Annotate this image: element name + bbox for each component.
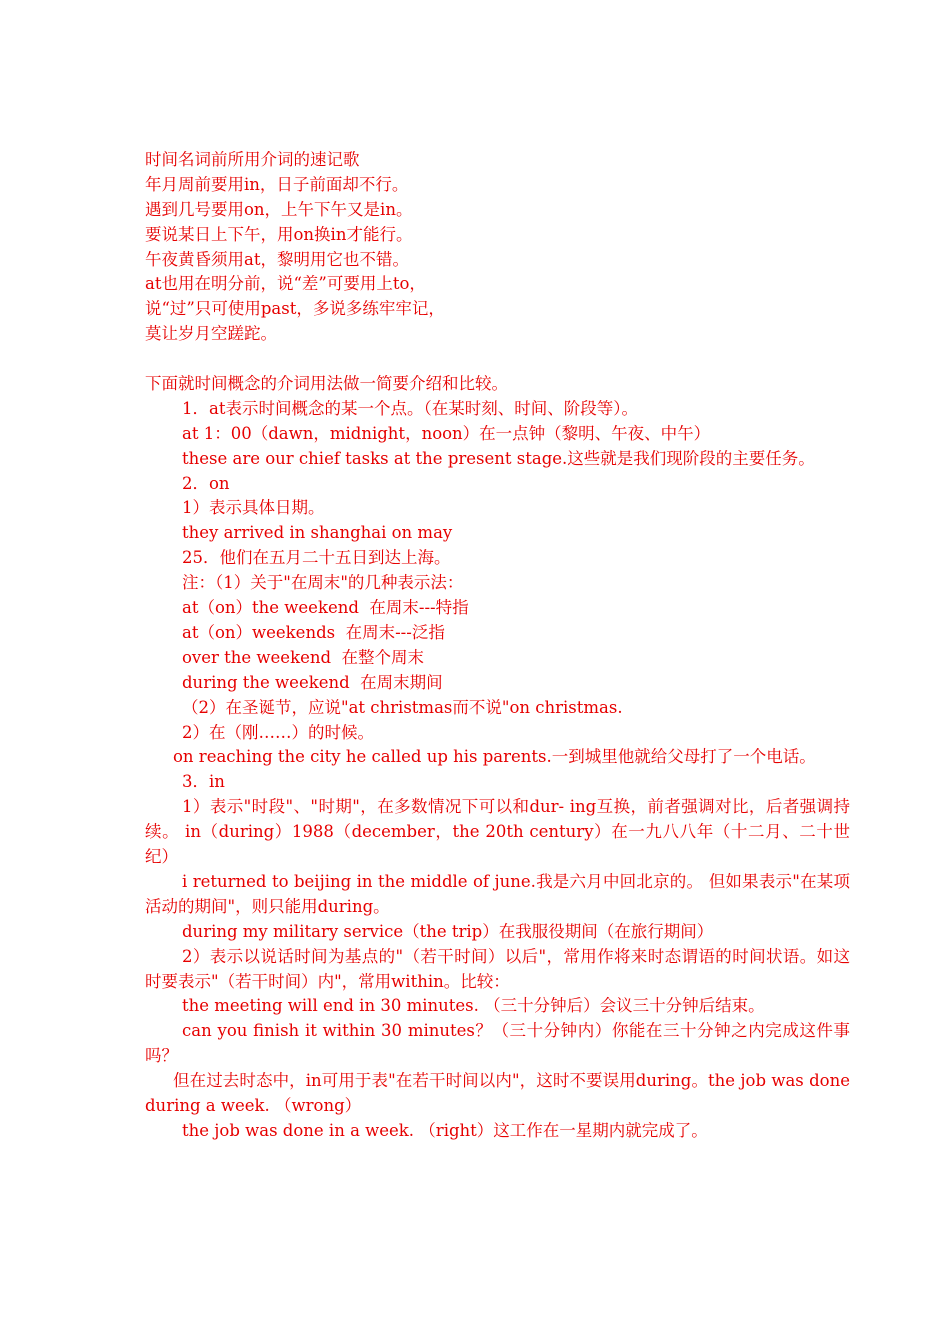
in-subheading-wrapped: [145, 945, 850, 995]
in-note-wrapped: [145, 1069, 850, 1119]
in-example: during my military service（the trip）在我服役期间（在旅行期间）: [182, 921, 714, 941]
intro-paragraph: 下面就时间概念的介词用法做一简要介绍和比较。: [145, 374, 508, 394]
on-example-text: on reaching the city he called up his parents.一到城里他就给父母打了一个电话。: [173, 747, 816, 767]
weekend-phrase: over the weekend 在整个周末: [182, 647, 425, 667]
blank-line: [145, 347, 850, 372]
at-example-wrapped: [145, 447, 850, 472]
christmas-note: （2）在圣诞节，应说"at christmas而不说"on christmas.: [182, 697, 623, 717]
in-example-wrapped: [145, 994, 850, 1019]
poem-title: 时间名词前所用介词的速记歌: [145, 150, 360, 169]
poem-line: 午夜黄昏须用at，黎明用它也不错。: [145, 249, 409, 269]
on-note: 注：（1）关于"在周末"的几种表示法：: [182, 573, 464, 593]
on-subheading: 1）表示具体日期。: [182, 498, 325, 518]
on-heading: 2．on: [182, 473, 230, 493]
in-subheading-text: 2）表示以说话时间为基点的"（若干时间）以后"，常用作将来时态谓语的时间状语。如这时要表示"（若干时间）内"，常用within。比较：: [145, 946, 850, 991]
at-example-text: these are our chief tasks at the present stage.这些就是我们现阶段的主要任务。: [182, 448, 815, 468]
in-example-text: i returned to beijing in the middle of june.我是六月中回北京的。 但如果表示"在某项活动的期间"，则只能用during。: [145, 871, 850, 916]
in-example-wrapped: [145, 870, 850, 920]
on-example: they arrived in shanghai on may: [182, 523, 453, 543]
at-heading: 1．at表示时间概念的某一个点。（在某时刻、时间、阶段等）。: [182, 398, 638, 418]
poem-line: 遇到几号要用on，上午下午又是in。: [145, 199, 413, 219]
weekend-phrase: at（on）the weekend 在周末---特指: [182, 598, 469, 618]
poem-line: at也用在明分前，说“差”可要用上to，: [145, 274, 426, 294]
in-heading: 3．in: [182, 772, 225, 792]
weekend-phrase: at（on）weekends 在周末---泛指: [182, 622, 445, 642]
on-example-wrapped: [145, 745, 850, 770]
on-subheading: 2）在（刚……）的时候。: [182, 722, 374, 742]
in-example-text: the meeting will end in 30 minutes. （三十分钟后）会议三十分钟后结束。: [182, 996, 765, 1016]
in-example: the job was done in a week. （right）这工作在一星期内就完成了。: [182, 1120, 708, 1140]
on-example: 25．他们在五月二十五日到达上海。: [182, 548, 451, 568]
poem-line: 莫让岁月空蹉跎。: [145, 324, 277, 344]
in-example-text: can you finish it within 30 minutes？（三十分钟内）你能在三十分钟之内完成这件事吗？: [145, 1021, 850, 1066]
at-example: at 1：00（dawn，midnight，noon）在一点钟（黎明、午夜、中午）: [182, 423, 711, 443]
weekend-phrase: during the weekend 在周末期间: [182, 672, 443, 692]
poem-line: 年月周前要用in，日子前面却不行。: [145, 174, 409, 194]
document-body: [145, 148, 850, 1144]
in-subheading-wrapped: [145, 795, 850, 870]
in-example-wrapped: [145, 1019, 850, 1069]
in-note-text: 但在过去时态中，in可用于表"在若干时间以内"，这时不要误用during。the job was done during a week. （wrong）: [145, 1071, 850, 1116]
in-subheading-text: 1）表示"时段"、"时期"，在多数情况下可以和dur- ing互换，前者强调对比，后者强调持续。 in（during）1988（december，the 20th century）在一九八八年（十二月、二十世纪）: [145, 797, 850, 866]
poem-line: 说“过”只可使用past，多说多练牢牢记，: [145, 299, 445, 319]
poem-line: 要说某日上下午，用on换in才能行。: [145, 224, 413, 244]
